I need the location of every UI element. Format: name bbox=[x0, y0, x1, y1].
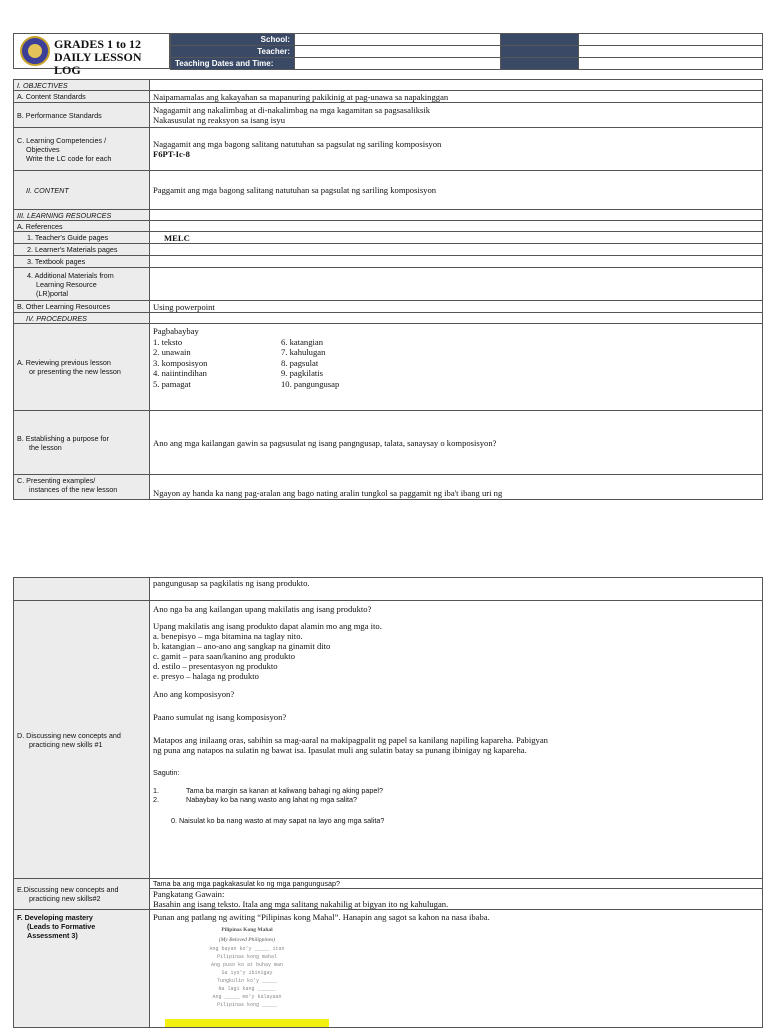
deped-seal-icon bbox=[20, 36, 50, 66]
spelling-item: 4. naiintindihan bbox=[153, 368, 207, 378]
performance-standards-line1: Nagagamit ang nakalimbag at di-nakalimbag na mga kagamitan sa pagsasaliksik bbox=[153, 105, 431, 115]
review-label-line1: A. Reviewing previous lesson bbox=[17, 358, 111, 367]
school-field[interactable] bbox=[295, 34, 501, 46]
additional-materials-label bbox=[14, 268, 150, 301]
header-field-right[interactable] bbox=[579, 34, 763, 46]
group-activity-text: Basahin ang isang teksto. Itala ang mga salitang nakahilig at bigyan ito ng kahulugan. bbox=[153, 899, 449, 909]
examples-value: Ngayon ay handa ka nang pag-aralan ang bago nating aralin tungkol sa paggamit ng iba't ibang uri ng bbox=[150, 475, 763, 500]
additional-materials-line1: 4. Additional Materials from bbox=[27, 270, 114, 280]
discussing-item: e. presyo – halaga ng produkto bbox=[153, 671, 259, 681]
discussing-item: d. estilo – presentasyon ng produkto bbox=[153, 661, 278, 671]
header-dark-cell bbox=[501, 58, 579, 70]
competencies-code: F6PT-Ic-8 bbox=[153, 149, 190, 159]
spelling-item: 1. teksto bbox=[153, 336, 183, 347]
competencies-value bbox=[150, 128, 763, 171]
spelling-list-right bbox=[281, 337, 339, 390]
resources-heading: III. LEARNING RESOURCES bbox=[14, 210, 150, 221]
textbook-pages-label: 3. Textbook pages bbox=[14, 256, 150, 268]
header-logo-block bbox=[13, 33, 170, 77]
competencies-text: Nagagamit ang mga bagong salitang natutuhan sa pagsulat ng sariling komposisyon bbox=[153, 139, 442, 149]
discussing-para-line2: ng puna ang natapos na sulatin ng bawat isa. Ipasulat muli ang sulatin batay sa punang ibinigay ng kapareha. bbox=[153, 745, 527, 755]
purpose-label-line2: the lesson bbox=[29, 442, 62, 452]
spelling-item: 3. komposisyon bbox=[153, 357, 208, 368]
header-info-grid bbox=[170, 33, 763, 70]
school-label: School: bbox=[171, 34, 295, 46]
song-lyrics-image bbox=[165, 925, 329, 1023]
additional-materials-value bbox=[150, 268, 763, 301]
sagutin-label: Sagutin: bbox=[153, 768, 180, 777]
competencies-label bbox=[14, 128, 150, 171]
discussing-item: c. gamit – para saan/kanino ang produkto bbox=[153, 651, 295, 661]
header-title bbox=[54, 38, 169, 77]
discussing-1-label-line2: practicing new skills #1 bbox=[29, 739, 103, 749]
header-field-right[interactable] bbox=[579, 58, 763, 70]
lesson-table-2 bbox=[13, 577, 763, 1028]
references-label: A. References bbox=[14, 221, 150, 232]
developing-mastery-instruction: Punan ang patlang ng awiting “Pilipinas kong Mahal”. Hanapin ang sagot sa kahon na nasa ibaba. bbox=[153, 912, 490, 922]
competencies-label-line2: Objectives bbox=[26, 144, 60, 154]
header-dark-cell bbox=[501, 34, 579, 46]
song-subtitle: (My Beloved Philippines) bbox=[218, 937, 276, 943]
purpose-label bbox=[14, 411, 150, 475]
learners-materials-label: 2. Learner's Materials pages bbox=[14, 244, 150, 256]
purpose-label-line1: B. Establishing a purpose for bbox=[17, 433, 109, 443]
header-title-line1: GRADES 1 to 12 bbox=[54, 37, 142, 51]
question-number: 2. bbox=[153, 795, 159, 804]
song-line: Na lagi kang ______ bbox=[218, 986, 276, 992]
question-item: Tama ba ang mga pagkakasulat ko ng mga pangungusap? bbox=[150, 879, 762, 889]
content-standards-label: A. Content Standards bbox=[14, 91, 150, 103]
spelling-item: 7. kahulugan bbox=[281, 347, 326, 357]
objectives-blank bbox=[150, 80, 763, 91]
song-line: Pilipinas kong _____ bbox=[216, 1002, 277, 1008]
dates-field[interactable] bbox=[295, 58, 501, 70]
content-standards-value: Naipamamalas ang kakayahan sa mapanuring pakikinig at pag-unawa sa napakinggan bbox=[150, 91, 763, 103]
discussing-1-label-line1: D. Discussing new concepts and bbox=[17, 730, 121, 740]
spelling-item: 10. pangungusap bbox=[281, 378, 340, 389]
other-resources-label: B. Other Learning Resources bbox=[14, 301, 150, 313]
competencies-label-line1: C. Learning Competencies / bbox=[17, 135, 107, 145]
developing-mastery-line1: F. Developing mastery bbox=[17, 913, 93, 922]
spelling-item: 8. pagsulat bbox=[281, 357, 319, 368]
continuation-value: pangungusap sa pagkilatis ng isang produkto. bbox=[150, 578, 763, 601]
objectives-heading: I. OBJECTIVES bbox=[14, 80, 150, 91]
spelling-list bbox=[153, 337, 759, 390]
answer-box-highlight bbox=[165, 1019, 329, 1027]
developing-mastery-line2: (Leads to Formative bbox=[27, 922, 96, 931]
content-value: Paggamit ang mga bagong salitang natutuhan sa pagsulat ng sariling komposisyon bbox=[150, 171, 763, 210]
review-label-line2: or presenting the new lesson bbox=[29, 367, 121, 376]
teachers-guide-label: 1. Teacher's Guide pages bbox=[14, 232, 150, 244]
lesson-log-page2 bbox=[13, 577, 762, 1028]
discussing-q3: Paano sumulat ng isang komposisyon? bbox=[153, 712, 287, 722]
developing-mastery-line3: Assessment 3) bbox=[27, 931, 78, 940]
discussing-2-label-line1: E.Discussing new concepts and bbox=[17, 885, 119, 894]
performance-standards-value bbox=[150, 103, 763, 128]
lesson-table-1 bbox=[13, 79, 763, 500]
dates-label: Teaching Dates and Time: bbox=[171, 58, 295, 70]
procedures-blank bbox=[150, 313, 763, 324]
question-item: 0. Naisulat ko ba nang wasto at may sapat na layo ang mga salita? bbox=[171, 816, 385, 825]
developing-mastery-value bbox=[150, 910, 763, 1028]
question-item bbox=[153, 786, 759, 795]
examples-label-line1: C. Presenting examples/ bbox=[17, 476, 96, 485]
discussing-2-label-line2: practicing new skills#2 bbox=[29, 894, 101, 903]
header-dark-cell bbox=[501, 46, 579, 58]
textbook-pages-value bbox=[150, 256, 763, 268]
discussing-q2: Ano ang komposisyon? bbox=[153, 689, 235, 699]
song-line: Pilipinas kong mahal bbox=[216, 954, 277, 960]
purpose-value: Ano ang mga kailangan gawin sa pagsusulat ng isang pangngusap, talata, sanaysay o komposisyon? bbox=[150, 411, 763, 475]
continuation-label bbox=[14, 578, 150, 601]
teacher-field[interactable] bbox=[295, 46, 501, 58]
song-line: Ang bayan ko'y _____ itan bbox=[209, 946, 285, 952]
teacher-label: Teacher: bbox=[171, 46, 295, 58]
spelling-item: 9. pagkilatis bbox=[281, 368, 324, 378]
review-label bbox=[14, 324, 150, 411]
question-text: Nabaybay ko ba nang wasto ang lahat ng mga salita? bbox=[186, 795, 358, 804]
header-field-right[interactable] bbox=[579, 46, 763, 58]
discussing-2-label bbox=[14, 879, 150, 910]
spelling-item: 5. pamagat bbox=[153, 378, 191, 389]
developing-mastery-label bbox=[14, 910, 150, 1028]
resources-blank bbox=[150, 210, 763, 221]
examples-label bbox=[14, 475, 150, 500]
question-number: 1. bbox=[153, 786, 159, 795]
song-line: Ang _____ mo'y kalayaan bbox=[212, 994, 282, 1000]
spelling-list-left bbox=[153, 337, 281, 390]
question-text: Tama ba margin sa kanan at kaliwang bahagi ng aking papel? bbox=[186, 786, 383, 795]
examples-label-line2: instances of the new lesson bbox=[29, 485, 118, 494]
spelling-item: 2. unawain bbox=[153, 347, 191, 357]
discussing-1-label bbox=[14, 601, 150, 879]
header-title-line2: DAILY LESSON LOG bbox=[54, 50, 142, 77]
review-value bbox=[150, 324, 763, 411]
spelling-item: 6. katangian bbox=[281, 336, 323, 347]
discussing-item: a. benepisyo – mga bitamina na taglay nito. bbox=[153, 631, 303, 641]
references-blank bbox=[150, 221, 763, 232]
discussing-1-value bbox=[150, 601, 763, 879]
song-line: Ang puso ko at buhay man bbox=[210, 962, 283, 968]
discussing-2-value bbox=[150, 879, 763, 910]
song-line: Tungkulin ko'y _____ bbox=[216, 978, 277, 984]
discussing-intro: Upang makilatis ang isang produkto dapat alamin mo ang mga ito. bbox=[153, 621, 382, 631]
other-resources-value: Using powerpoint bbox=[150, 301, 763, 313]
discussing-item: b. katangian – ano-ano ang sangkap na ginamit dito bbox=[153, 641, 331, 651]
additional-materials-line3: (LR)portal bbox=[36, 288, 68, 298]
spelling-title: Pagbabaybay bbox=[153, 326, 199, 336]
teachers-guide-value: MELC bbox=[150, 232, 763, 244]
discussing-para-line1: Matapos ang inilaang oras, sabihin sa mag-aaral na makipagpalit ng papel sa kanilang napiling kapareha. Pabigyan bbox=[153, 735, 548, 745]
group-activity-title: Pangkatang Gawain: bbox=[153, 889, 225, 899]
performance-standards-line2: Nakasusulat ng reaksyon sa isang isyu bbox=[153, 115, 285, 125]
question-item bbox=[153, 795, 759, 804]
additional-materials-line2: Learning Resource bbox=[36, 279, 97, 289]
content-heading: II. CONTENT bbox=[14, 171, 150, 210]
song-title: Pilipinas Kong Mahal bbox=[221, 927, 273, 933]
learners-materials-value bbox=[150, 244, 763, 256]
competencies-label-line3: Write the LC code for each bbox=[26, 153, 112, 163]
discussing-q1: Ano nga ba ang kailangan upang makilatis ang isang produkto? bbox=[153, 604, 372, 614]
song-line: Sa iyo'y ibinigay bbox=[221, 970, 273, 976]
procedures-heading: IV. PROCEDURES bbox=[14, 313, 150, 324]
performance-standards-label: B. Performance Standards bbox=[14, 103, 150, 128]
lesson-log-page1 bbox=[13, 79, 762, 500]
